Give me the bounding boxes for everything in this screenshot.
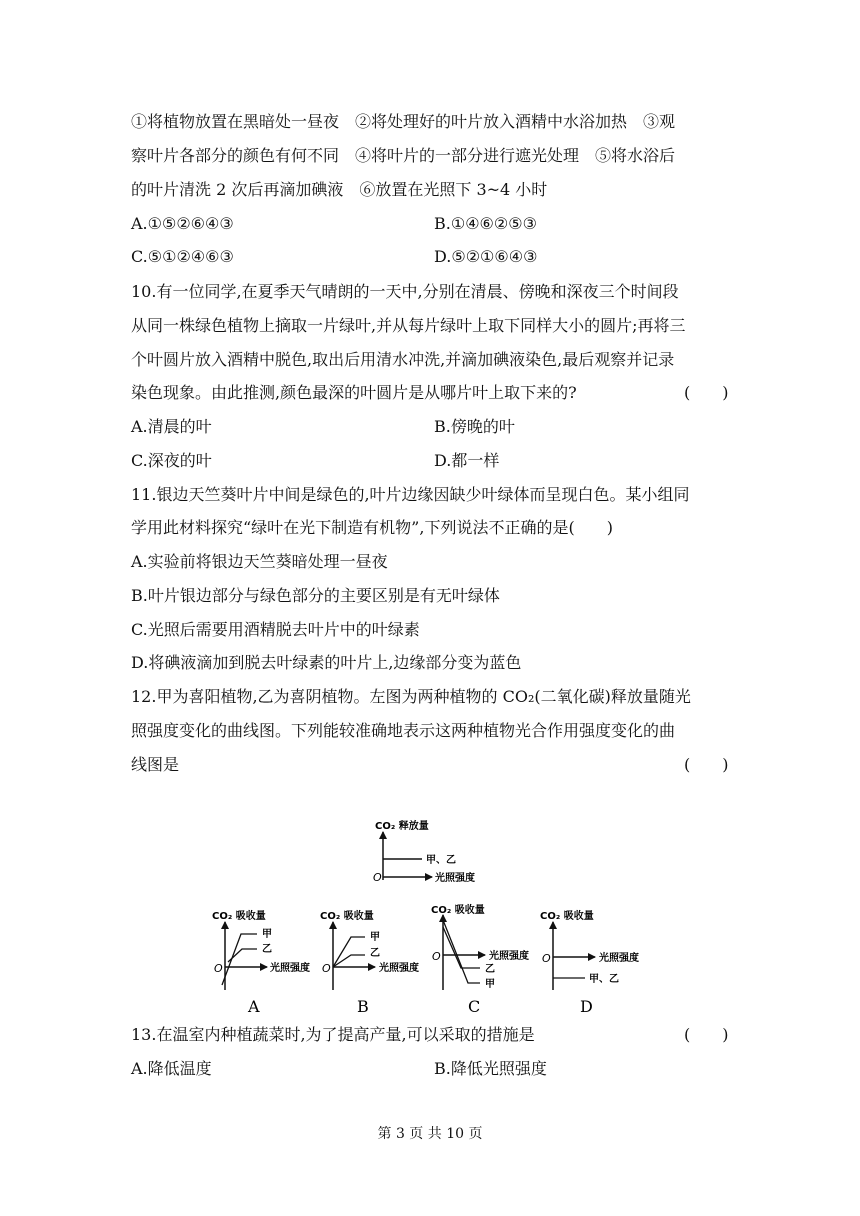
q11-line-2: 学用此材料探究“绿叶在光下制造有机物”,下列说法不正确的是( ) [131,518,613,537]
graph-b-yi-line [333,955,365,967]
q10-line-1: 10.有一位同学,在夏季天气晴朗的一天中,分别在清晨、傍晚和深夜三个时间段 [131,282,679,301]
graph-c-caption: C [468,997,481,1016]
q10-line-2: 从同一株绿色植物上摘取一片绿叶,并从每片绿叶上取下同样大小的圆片;再将三 [131,316,686,335]
graph-c-origin: O [432,950,441,963]
graph-a-caption: A [248,997,260,1016]
graph-d-series-label: 甲、乙 [589,974,619,985]
graph-c-jia-label: 甲 [485,979,495,990]
graph-b-y-label: CO₂ 吸收量 [320,911,374,922]
graph-b-jia-line [333,937,365,967]
q10-option-d: D.都一样 [434,451,500,470]
q9-line-2: 察叶片各部分的颜色有何不同 ④将叶片的一部分进行遮光处理 ⑤将水浴后 [131,146,676,165]
q12-answer-paren: ( ) [684,755,729,774]
graph-c-x-label: 光照强度 [489,951,529,962]
graph-b [320,909,419,1016]
q9-option-c: C.⑤①②④⑥③ [131,247,234,266]
graph-c-jia-line [443,920,480,983]
graph-b-x-label: 光照强度 [379,963,419,974]
graph-b-caption: B [357,997,369,1016]
q10-option-b: B.傍晚的叶 [434,417,515,436]
graph-a-jia-label: 甲 [262,929,272,940]
q9-option-d: D.⑤②①⑥④③ [434,247,538,266]
q11-line-1: 11.银边天竺葵叶片中间是绿色的,叶片边缘因缺少叶绿体而呈现白色。某小组同 [131,485,690,504]
graph-c-yi-label: 乙 [485,964,495,975]
q12-line-3: 线图是 [131,755,180,774]
q12-line-2: 照强度变化的曲线图。下列能较准确地表示这两种植物光合作用强度变化的曲 [131,721,676,740]
graph-a-x-label: 光照强度 [270,963,310,974]
graph-c-y-label: CO₂ 吸收量 [431,905,485,916]
q9-option-b: B.①④⑥②⑤③ [434,214,537,233]
q11-option-c: C.光照后需要用酒精脱去叶片中的叶绿素 [131,620,420,639]
q12-line-1: 12.甲为喜阳植物,乙为喜阴植物。左图为两种植物的 CO₂(二氧化碳)释放量随光 [131,687,691,706]
q13-option-a: A.降低温度 [131,1059,212,1078]
graph-c [431,903,529,1016]
graph-d [540,909,639,1016]
graph-d-origin: O [542,952,551,965]
q10-answer-paren: ( ) [684,383,729,402]
graph-b-origin: O [322,962,331,975]
top-graph [373,819,475,884]
q13-line-1: 13.在温室内种植蔬菜时,为了提高产量,可以采取的措施是 [131,1025,535,1044]
graph-d-x-label: 光照强度 [599,953,639,964]
co2-graphs-figure [200,808,680,1018]
graph-a-origin: O [214,962,223,975]
page-footer: 第 3 页 共 10 页 [377,1126,483,1142]
top-x-axis-label: 光照强度 [435,873,475,884]
q13-option-b: B.降低光照强度 [434,1059,547,1078]
q10-option-c: C.深夜的叶 [131,451,212,470]
q10-option-a: A.清晨的叶 [131,417,212,436]
graph-a-y-label: CO₂ 吸收量 [212,911,266,922]
q9-option-a: A.①⑤②⑥④③ [131,214,234,233]
q13-answer-paren: ( ) [684,1025,729,1044]
graph-d-caption: D [580,997,593,1016]
graph-b-jia-label: 甲 [370,932,380,943]
graph-a [212,909,310,1016]
graph-d-y-label: CO₂ 吸收量 [540,911,594,922]
q10-line-3: 个叶圆片放入酒精中脱色,取出后用清水冲洗,并滴加碘液染色,最后观察并记录 [131,350,675,369]
q11-option-b: B.叶片银边部分与绿色部分的主要区别是有无叶绿体 [131,586,500,605]
q11-option-d: D.将碘液滴加到脱去叶绿素的叶片上,边缘部分变为蓝色 [131,653,522,672]
top-series-label: 甲、乙 [426,855,456,866]
graph-a-yi-label: 乙 [262,944,272,955]
q9-line-1: ①将植物放置在黑暗处一昼夜 ②将处理好的叶片放入酒精中水浴加热 ③观 [131,112,676,131]
q11-option-a: A.实验前将银边天竺葵暗处理一昼夜 [131,552,388,571]
q9-line-3: 的叶片清洗 2 次后再滴加碘液 ⑥放置在光照下 3~4 小时 [131,180,548,199]
graph-b-yi-label: 乙 [370,948,380,959]
top-y-axis-label: CO₂ 释放量 [375,821,429,832]
graph-a-jia-line [222,934,257,985]
top-origin-label: O [373,871,382,884]
q10-line-4: 染色现象。由此推测,颜色最深的叶圆片是从哪片叶上取下来的? [131,383,577,402]
